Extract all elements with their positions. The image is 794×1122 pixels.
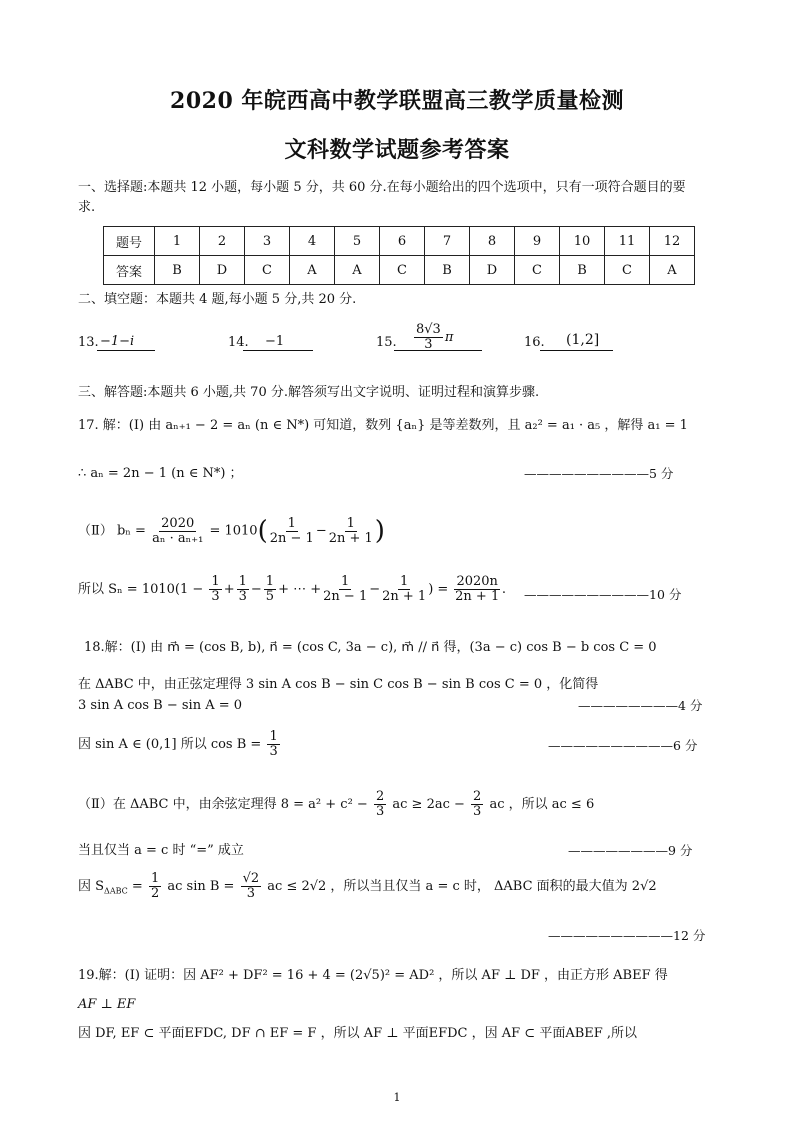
table-cell: C	[515, 256, 560, 285]
table-cell: 2	[200, 227, 245, 256]
q19-line1: 19.解：(Ⅰ) 证明：因 AF² + DF² = 16 + 4 = (2√5)² = AD² ，所以 AF ⊥ DF ，由正方形 ABEF 得	[78, 968, 668, 983]
q18-line2: 在 ΔABC 中，由正弦定理得 3 sin A cos B − sin C cos B − sin B cos C = 0 ，化简得	[78, 677, 599, 692]
q17-line2: ∴ aₙ = 2n − 1 (n ∈ N*) ；	[78, 466, 243, 481]
q18-line1: 18.解：(Ⅰ) 由 m⃗ = (cos B, b), n⃗ = (cos C, 3a − c), m⃗ // n⃗ 得，(3a − c) cos B − b cos C = 0	[84, 640, 657, 655]
fraction	[237, 575, 249, 604]
fraction-numerator: 2020	[161, 515, 195, 531]
q14-answer: −1	[265, 334, 285, 349]
section1-instructions: 一、选择题:本题共 12 小题，每小题 5 分，共 60 分.在每小题给出的四个选项中，只有一项符合题目的要	[78, 180, 686, 195]
math-text: ac ≤ 2√2 ，所以当且仅当 a = c 时， ΔABC 面积的最大值为 2√2	[267, 879, 657, 894]
math-text: 因 sin A ∈ (0,1] 所以 cos B =	[78, 737, 262, 752]
fraction	[454, 575, 499, 604]
fraction-denominator: 2n + 1	[328, 530, 373, 546]
q18-score-mark: ————————4 分	[578, 698, 703, 713]
table-cell: 1	[155, 227, 200, 256]
fraction	[270, 517, 314, 546]
section2-instructions: 二、填空题：本题共 4 题,每小题 5 分,共 20 分.	[78, 292, 357, 307]
fraction-numerator: 8√3	[416, 322, 441, 337]
q18-line6: 当且仅当 a = c 时 “=” 成立	[78, 843, 244, 858]
table-cell: 4	[290, 227, 335, 256]
fraction	[323, 575, 367, 604]
fraction-denominator: 2n + 1	[382, 589, 427, 604]
q17-score-mark: ——————————5 分	[524, 466, 674, 481]
table-cell: 12	[650, 227, 695, 256]
fraction-denominator: 5	[265, 589, 275, 604]
fraction-denominator: 3	[211, 589, 220, 604]
fraction	[267, 730, 279, 759]
math-text: ) =	[428, 582, 449, 597]
fraction	[152, 517, 203, 546]
fraction-numerator: 1	[346, 515, 355, 531]
answer-underline	[394, 350, 482, 351]
answer-underline	[97, 350, 155, 351]
q18-score-mark: ——————————6 分	[548, 738, 698, 753]
table-cell: B	[155, 256, 200, 285]
answer-underline	[243, 350, 313, 351]
fraction	[414, 323, 443, 352]
table-cell: C	[380, 256, 425, 285]
math-text: ac sin B =	[167, 879, 235, 894]
fraction-denominator: 2	[150, 886, 160, 901]
fraction	[374, 790, 386, 819]
document-subtitle: 文科数学试题参考答案	[284, 137, 510, 163]
document-title: 2020 年皖西高中教学联盟高三教学质量检测	[170, 88, 624, 114]
fraction-denominator: 3	[238, 589, 247, 604]
fraction-denominator: 2n + 1	[455, 589, 500, 604]
q18-line7	[78, 872, 657, 907]
fraction-denominator: aₙ · aₙ₊₁	[152, 530, 204, 546]
fraction-numerator: 2020n	[456, 574, 498, 589]
fraction	[264, 575, 276, 604]
fraction-denominator: 3	[246, 886, 255, 901]
math-text: + ⋯ +	[278, 582, 322, 597]
table-cell: D	[470, 256, 515, 285]
q14-label: 14.	[228, 335, 249, 350]
subscript: ΔABC	[104, 886, 128, 896]
fraction	[149, 872, 161, 901]
table-cell: 9	[515, 227, 560, 256]
table-cell: A	[290, 256, 335, 285]
section1-instructions-cont: 求.	[78, 200, 96, 215]
page-number: 1	[393, 1091, 401, 1104]
q15-label: 15.	[376, 335, 397, 350]
fraction-denominator: 3	[424, 337, 433, 352]
fraction-numerator: 1	[265, 574, 275, 589]
pi-symbol: π	[444, 330, 454, 345]
math-text: ac ，所以 ac ≤ 6	[489, 797, 595, 812]
q16-answer: (1,2]	[566, 332, 600, 348]
q18-score-mark: ——————————12 分	[548, 928, 706, 943]
table-cell: A	[650, 256, 695, 285]
math-text: −	[250, 582, 262, 597]
table-cell: 6	[380, 227, 425, 256]
math-text: =	[131, 879, 143, 894]
q13-label: 13.	[78, 335, 99, 350]
table-row-numbers	[104, 227, 695, 256]
fraction	[329, 517, 373, 546]
fraction	[471, 790, 483, 819]
fraction-numerator: 1	[287, 515, 296, 531]
q17-line3: （Ⅱ） bₙ = $\frac{2020}{\text{aₙ · aₙ₊₁}}$ = 1010( $\frac{1}{2n - 1}$ − $\frac{1}{2n + 1}$ )	[78, 515, 385, 546]
math-text: 因 S	[78, 879, 105, 894]
fraction	[382, 575, 426, 604]
math-text: ac ≥ 2ac −	[392, 797, 465, 812]
fraction-numerator: 1	[150, 871, 160, 886]
fraction-denominator: 3	[269, 744, 278, 759]
table-cell: 11	[605, 227, 650, 256]
fraction	[241, 872, 262, 901]
table-cell: 7	[425, 227, 470, 256]
fraction-numerator: 2	[473, 789, 482, 804]
table-cell: B	[425, 256, 470, 285]
math-text: （Ⅱ）在 ΔABC 中，由余弦定理得 8 = a² + c² −	[78, 797, 368, 812]
table-cell: 8	[470, 227, 515, 256]
table-header-cell: 答案	[104, 256, 155, 285]
q16-label: 16.	[524, 335, 545, 350]
table-cell: C	[605, 256, 650, 285]
table-cell: 3	[245, 227, 290, 256]
answer-underline	[540, 350, 613, 351]
math-text: +	[223, 582, 235, 597]
q19-line2: AF ⊥ EF	[78, 997, 136, 1012]
math-text: = 1010	[209, 523, 258, 539]
table-cell: D	[200, 256, 245, 285]
fraction-numerator: √2	[242, 871, 260, 886]
q17-line4: 所以 Sₙ = 1010(1 − $\frac{1}{3}$ + $\frac{1}{3}$ − $\frac{1}{5}$ + ⋯ + $\frac{1}{2n - 1}$ − $\frac{1}{2n + 1}$ ) = $\frac{2020n}{2n + 1}$ .	[78, 574, 507, 604]
fraction	[209, 575, 221, 604]
section3-instructions: 三、解答题:本题共 6 小题,共 70 分.解答须写出文字说明、证明过程和演算步骤.	[78, 385, 540, 400]
q19-line3: 因 DF, EF ⊂ 平面EFDC, DF ∩ EF = F ，所以 AF ⊥ 平面EFDC ，因 AF ⊂ 平面ABEF ,所以	[78, 1026, 638, 1041]
math-text: （Ⅱ） bₙ =	[78, 523, 146, 539]
q13-answer: −1−i	[100, 334, 135, 349]
answer-table	[103, 226, 695, 285]
fraction-denominator: 2n − 1	[269, 530, 314, 546]
fraction-denominator: 3	[473, 804, 482, 819]
table-cell: B	[560, 256, 605, 285]
table-row-answers	[104, 256, 695, 285]
fraction-denominator: 2n − 1	[323, 589, 368, 604]
q18-line5	[78, 790, 594, 820]
table-cell: 10	[560, 227, 605, 256]
q18-score-mark: ————————9 分	[568, 843, 693, 858]
math-text: 所以 Sₙ = 1010(1 −	[78, 582, 204, 597]
fraction-denominator: 3	[375, 804, 385, 819]
q15-answer	[412, 323, 453, 352]
fraction-numerator: 1	[341, 574, 350, 589]
q17-line1: 17. 解：(Ⅰ) 由 aₙ₊₁ − 2 = aₙ (n ∈ N*) 可知道，数列 {aₙ} 是等差数列，且 a₂² = a₁ · a₅ ，解得 a₁ = 1	[78, 418, 688, 433]
fraction-numerator: 1	[238, 574, 247, 589]
table-cell: C	[245, 256, 290, 285]
fraction-numerator: 2	[375, 789, 385, 804]
fraction-numerator: 1	[269, 729, 278, 744]
q18-line4	[78, 730, 282, 760]
table-cell: 5	[335, 227, 380, 256]
q18-line3: 3 sin A cos B − sin A = 0	[78, 698, 243, 713]
fraction-numerator: 1	[211, 574, 220, 589]
fraction-numerator: 1	[400, 574, 409, 589]
table-header-cell: 题号	[104, 227, 155, 256]
q17-score-mark: ——————————10 分	[524, 587, 682, 602]
table-cell: A	[335, 256, 380, 285]
